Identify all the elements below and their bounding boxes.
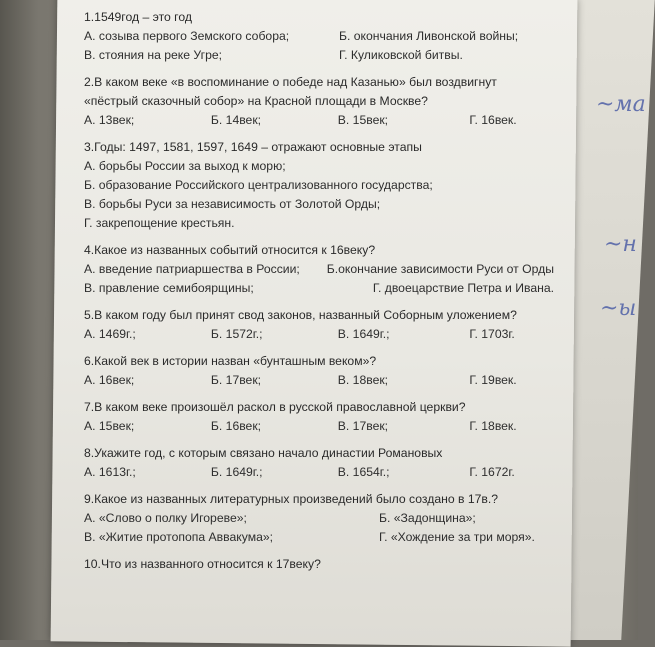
answer-option: В. 1654г.;: [337, 465, 390, 479]
answer-option: А. 1469г.;: [84, 327, 136, 341]
answer-option: Г. закрепощение крестьян.: [84, 216, 235, 230]
question-10: [84, 555, 554, 574]
answer-option: В. 17век;: [337, 419, 389, 433]
answer-option: В. «Житие протопопа Аввакума»;: [84, 530, 274, 544]
answer-option: В. 1649г.;: [337, 327, 390, 341]
answer-option: Б. «Задонщина»;: [379, 511, 476, 525]
answer-option: А. созыва первого Земского собора;: [84, 29, 290, 43]
answer-option: В. 15век;: [337, 113, 389, 127]
answer-option: Г. Куликовской битвы.: [339, 48, 463, 62]
handwriting-scribble: ~н: [604, 232, 637, 257]
question-text: 10.Что из названного относится к 17веку?: [84, 557, 321, 571]
answer-option: Б. 17век;: [210, 373, 262, 387]
question-text: 4.Какое из названных событий относится к 16веку?: [84, 243, 376, 257]
answer-option: Г. 1672г.: [469, 465, 515, 479]
question-9: [84, 490, 554, 547]
question-text: 9.Какое из названных литературных произведений было создано в 17в.?: [84, 492, 499, 506]
answer-option: Г. 16век.: [469, 113, 517, 127]
question-8: [84, 444, 554, 482]
question-text: 1.1549год – это год: [84, 10, 192, 24]
answer-option: А. «Слово о полку Игореве»;: [84, 511, 247, 525]
answer-option: Б. окончания Ливонской войны;: [339, 29, 519, 43]
answer-option: А. 15век;: [84, 419, 135, 433]
handwriting-scribble: ~ма: [596, 92, 646, 117]
answer-option: Г. «Хождение за три моря».: [379, 530, 535, 544]
answer-option: А. борьбы России за выход к морю;: [84, 159, 286, 173]
answer-option: В. борьбы Руси за независимость от Золотой Орды;: [84, 197, 381, 211]
question-1: [84, 8, 554, 65]
answer-option: А. 13век;: [84, 113, 135, 127]
question-text: 5.В каком году был принят свод законов, названный Соборным уложением?: [84, 308, 517, 322]
answer-option: А. 1613г.;: [84, 465, 136, 479]
question-text: 6.Какой век в истории назван «бунташным веком»?: [84, 354, 377, 368]
question-list: [84, 8, 554, 582]
question-4: [84, 241, 554, 298]
handwriting-scribble: ~ы: [600, 296, 637, 321]
answer-option: Г. двоецарствие Петра и Ивана.: [372, 281, 554, 295]
question-text: 8.Укажите год, с которым связано начало династии Романовых: [84, 446, 443, 460]
answer-option: Б. образование Российского централизованного государства;: [84, 178, 433, 192]
question-3: [84, 138, 554, 233]
answer-option: А. введение патриаршества в России;: [84, 262, 300, 276]
question-2: [84, 73, 554, 130]
answer-option: Б.окончание зависимости Руси от Орды: [326, 262, 554, 276]
question-7: [84, 398, 554, 436]
answer-option: Г. 1703г.: [469, 327, 515, 341]
answer-option: Г. 18век.: [469, 419, 517, 433]
answer-option: Г. 19век.: [469, 373, 517, 387]
answer-option: Б. 1572г.;: [210, 327, 263, 341]
question-text: 3.Годы: 1497, 1581, 1597, 1649 – отражают основные этапы: [84, 140, 422, 154]
question-text: 7.В каком веке произошёл раскол в русской православной церкви?: [84, 400, 466, 414]
answer-option: Б. 14век;: [210, 113, 262, 127]
question-5: [84, 306, 554, 344]
question-text: 2.В каком веке «в воспоминание о победе над Казанью» был воздвигнут «пёстрый сказочный собор» на Красной площади в Москве?: [84, 75, 497, 108]
answer-option: А. 16век;: [84, 373, 135, 387]
question-6: [84, 352, 554, 390]
answer-option: В. стояния на реке Угре;: [84, 48, 223, 62]
answer-option: В. правление семибоярщины;: [84, 281, 254, 295]
answer-option: Б. 16век;: [210, 419, 262, 433]
answer-option: В. 18век;: [337, 373, 389, 387]
answer-option: Б. 1649г.;: [210, 465, 263, 479]
